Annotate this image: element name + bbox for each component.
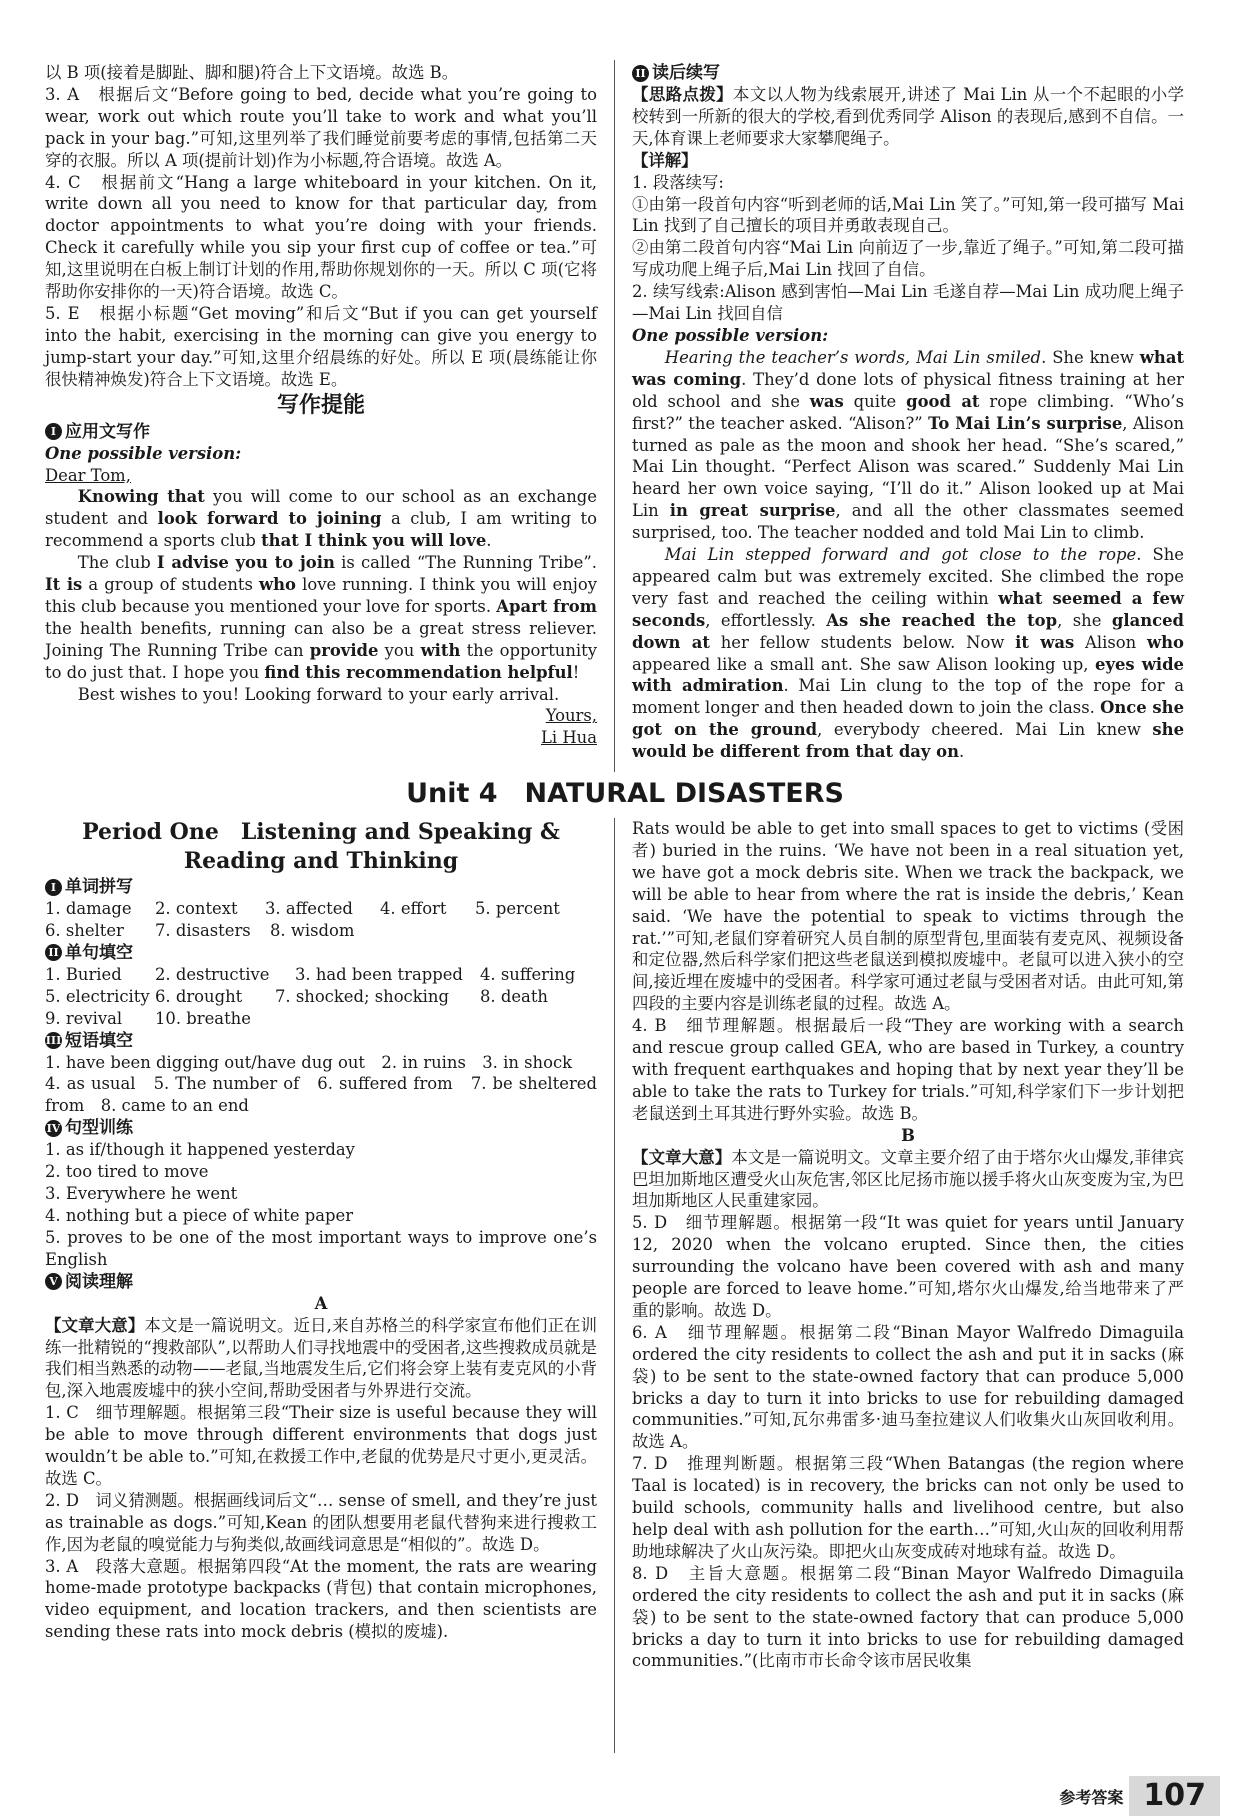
left-column-bottom (45, 818, 597, 1643)
text: . (959, 742, 965, 762)
answer-item: 4. effort (380, 899, 447, 918)
pattern-answer: 4. nothing but a piece of white paper (45, 1205, 354, 1225)
answer-continuation: 以 B 项(接着是脚趾、脚和腿)符合上下文语境。故选 B。 (45, 63, 459, 82)
section-header-continuation-writing (632, 62, 1184, 84)
phrase-answers-line-1: 1. have been digging out/have dug out 2. in ruins 3. in shock (45, 1052, 573, 1072)
text: is called “The Running Tribe”. (334, 553, 597, 573)
answer-item: 2. context (155, 899, 238, 918)
given-sentence: Hearing the teacher’s words, Mai Lin smiled (664, 347, 1042, 367)
section-label: 句型训练 (65, 1118, 133, 1139)
column-divider-bottom (614, 818, 615, 1753)
section-header-reading (45, 1271, 597, 1293)
letter-signature (45, 727, 597, 749)
phrase: what was coming (632, 347, 1185, 389)
answer-5: 5. E 根据小标题“Get moving”和后文“But if you can get yourself into the habit, exercising in the morning can give you energy to jump-start your day.”可知,这里介绍晨练的好处。所以 E 项(晨练能让你很快精神焕发)符合上下文语境。故选 E。 (45, 303, 597, 389)
text: The club (77, 553, 157, 573)
tag-label: 【文章大意】 (45, 1315, 145, 1335)
left-column-top (45, 62, 597, 749)
phrase: what seemed a few seconds (632, 588, 1184, 630)
letter-greeting (45, 465, 597, 487)
answer-item: 4. suffering (480, 964, 576, 984)
answer-item: 6. drought (155, 986, 243, 1006)
period-title-line-1: Period One Listening and Speaking & (82, 819, 560, 845)
unit-title: Unit 4 NATURAL DISASTERS (406, 778, 844, 809)
greeting-text: Dear Tom, (45, 465, 131, 485)
roman-one-icon: I (45, 879, 62, 896)
column-divider-top (614, 60, 615, 772)
phrase: Apart from (496, 596, 597, 616)
answer-3: 3. A 根据后文“Before going to bed, decide what you’re going to wear, work out which route you’ll take to work and what you’ll pack in your bag.”可知,这里列举了我们睡觉前要考虑的事情,包括第二天穿的衣服。所以 A 项(提前计划)作为小标题,符合语境。故选 A。 (45, 84, 597, 170)
section-label: 单词拼写 (65, 877, 133, 897)
part-b-label: B (901, 1125, 915, 1145)
text: , effortlessly. (705, 610, 827, 630)
text: Alison (1074, 632, 1148, 652)
reading-answer-4: 4. B 细节理解题。根据最后一段“They are working with a search and rescue group called GEA, who are based in Turkey, a country with frequent earthquakes and hoping that by next year they’ll be able to take the rats to Turkey for trials.”可知,科学家们下一步计划把老鼠送到土耳其进行野外实验。故选 B。 (632, 1016, 1184, 1123)
text: . Mai Lin clung to the top of the rope for a moment longer and then headed down to join the class. (632, 676, 1184, 718)
phrase: I advise you to join (156, 553, 335, 573)
answer-item: 1. Buried (45, 964, 122, 984)
pattern-answer: 1. as if/though it happened yesterday (45, 1140, 355, 1160)
text: 本文是一篇说明文。文章主要介绍了由于塔尔火山爆发,菲律宾巴坦加斯地区遭受火山灰危害,邻区比尼扬市施以援手将火山灰变废为宝,为巴坦加斯地区人民重建家园。 (632, 1147, 1184, 1211)
section-header-spelling (45, 876, 597, 898)
possible-version-label: One possible version: (45, 443, 242, 463)
writing-section-title: 写作提能 (276, 392, 365, 418)
answer-item: 6. shelter (45, 920, 124, 940)
page-footer (1059, 1776, 1220, 1816)
text: her fellow students below. Now (709, 632, 1016, 652)
phrase: look forward to joining (157, 509, 382, 529)
phrase: that I think you will love (261, 531, 487, 551)
story-paragraph-1 (632, 347, 1184, 544)
section-label: 阅读理解 (65, 1271, 133, 1292)
summary-a (45, 1315, 597, 1403)
text: a club, I am writing to recommend a sports club (45, 509, 597, 551)
answer-item: 2. destructive (155, 964, 270, 984)
answer-4: 4. C 根据前文“Hang a large whiteboard in your kitchen. On it, write down all you need to know for that particular day, from doctor appointments to what you’re doing with your friends. Check it carefully while you sip your first cup of coffee or tea.”可知,这里说明在白板上制订计划的作用,帮助你规划你的一天。所以 C 项(它将帮助你安排你的一天)符合语境。故选 C。 (45, 172, 597, 302)
section-header-sentence-pattern (45, 1117, 597, 1139)
text: . They’d done lots of physical fitness training at her old school and she (632, 369, 1184, 411)
phrase: she would be different from that day on (632, 720, 1184, 762)
roman-five-icon: V (45, 1273, 62, 1290)
roman-one-icon: I (45, 423, 62, 440)
text: , everybody cheered. Mai Lin knew (817, 720, 1153, 740)
footer-label: 参考答案 (1059, 1787, 1124, 1807)
reading-answer-8: 8. D 主旨大意题。根据第二段“Binan Mayor Walfredo Dimaguila ordered the city residents to collect the ash and put it in sacks (麻袋) to be sent to the state-owned factory that can produce 5,000 bricks a day to turn it into bricks to use for rebuilding damaged communities.”(比南市市长命令该市居民收集 (632, 1563, 1184, 1671)
text: quite (843, 391, 907, 411)
answer-item: 10. breathe (155, 1008, 251, 1028)
roman-two-icon: II (45, 944, 62, 961)
section-label: 单句填空 (65, 942, 133, 963)
answer-item: 5. electricity (45, 986, 150, 1006)
text: appeared like a small ant. She saw Alison looking up, (632, 654, 1096, 674)
reading-answer-3: 3. A 段落大意题。根据第四段“At the moment, the rats are wearing home-made prototype backpacks (背包) that contain microphones, video equipment, and location trackers, and then scientists are sending these rats into mock debris (模拟的废墟). (45, 1556, 597, 1642)
letter-paragraph-1 (45, 486, 597, 552)
phrase: Once she got on the ground (632, 698, 1184, 740)
phrase: who (1147, 632, 1184, 652)
section-header-phrase-fill (45, 1030, 597, 1052)
text: . She appeared calm but was extremely excited. She climbed the rope very fast and reached the ceiling within (632, 545, 1185, 608)
detail-2: ①由第一段首句内容“听到老师的话,Mai Lin 笑了。”可知,第一段可描写 Mai Lin 找到了自己擅长的项目并勇敢表现自己。 (632, 194, 1184, 236)
reading-answer-7: 7. D 推理判断题。根据第三段“When Batangas (the region where Taal is located) is in recovery, the bricks can not only be used to build schools, community halls and livelihood centre, but also help deal with ash pollution for the earth…”可知,火山灰的回收利用帮助地球解决了火山灰污染。即把火山灰变成砖对地球有益。故选 D。 (632, 1454, 1184, 1561)
letter-paragraph-2 (45, 552, 597, 683)
phrase: To Mai Lin’s surprise (928, 413, 1123, 433)
detail-1: 1. 段落续写: (632, 172, 724, 192)
roman-four-icon: IV (46, 1121, 61, 1135)
period-title-line-2: Reading and Thinking (183, 848, 459, 874)
roman-three-icon: III (45, 1034, 62, 1048)
text: ! (572, 662, 580, 682)
phrase: with (420, 640, 461, 660)
phrase: eyes wide with admiration (632, 654, 1184, 696)
letter-paragraph-3: Best wishes to you! Looking forward to your early arrival. (77, 684, 560, 704)
detail-3: ②由第二段首句内容“Mai Lin 向前迈了一步,靠近了绳子。”可知,第二段可描写成功爬上绳子后,Mai Lin 找回了自信。 (632, 238, 1184, 280)
tag-label: 【思路点拨】 (632, 85, 734, 104)
phrase: As she reached the top (826, 610, 1058, 630)
answer-item: 3. had been trapped (295, 964, 463, 984)
signature-text: Li Hua (541, 728, 597, 748)
phrase: good at (906, 391, 980, 411)
page-number: 107 (1129, 1776, 1220, 1816)
roman-two-icon: II (632, 65, 649, 82)
text: . She knew (1041, 347, 1140, 367)
text: 本文是一篇说明文。近日,来自苏格兰的科学家宣布他们正在训练一批精锐的“搜救部队”,以帮助人们寻找地震中的受困者,这些搜救成员就是我们相当熟悉的动物——老鼠,当地震发生后,它们将会穿上装有麦克风的小背包,深入地震废墟中的狭小空间,帮助受困者与外界进行交流。 (45, 1315, 597, 1401)
tag-label: 【文章大意】 (632, 1147, 732, 1167)
answer-item: 1. damage (45, 899, 132, 918)
part-a-label: A (314, 1293, 328, 1313)
phrase: Knowing that (77, 487, 205, 507)
text: , and all the other classmates seemed surprised, too. The teacher nodded and told Mai Lin to climb. (632, 501, 1184, 543)
detail-4: 2. 续写线索:Alison 感到害怕—Mai Lin 毛遂自荐—Mai Lin 成功爬上绳子—Mai Lin 找回自信 (632, 282, 1184, 324)
pattern-answer: 3. Everywhere he went (45, 1184, 238, 1204)
text: you (378, 640, 421, 660)
text: you will come to our school as an exchange student and (45, 487, 597, 529)
right-column-top (632, 62, 1184, 763)
text: the health benefits, running can also be a great stress reliever. Joining The Running Tribe can (45, 618, 597, 660)
phrase: find this recommendation helpful (264, 662, 573, 682)
reading-answer-1: 1. C 细节理解题。根据第三段“Their size is useful because they will be able to move through different environments that dogs just wouldn’t be able to.”可知,在救援工作中,老鼠的优势是尺寸更小,更灵活。故选 C。 (45, 1403, 597, 1488)
right-column-bottom (632, 818, 1184, 1672)
reading-answer-2: 2. D 词义猜测题。根据画线词后文“… sense of smell, and they’re just as trainable as dogs.”可知,Kean 的团队想要用老鼠代替狗来进行搜救工作,因为老鼠的嗅觉能力与狗类似,故画线词意思是“相似的”。故选 D。 (45, 1490, 597, 1554)
reading-answer-3-continued: Rats would be able to get into small spaces to get to victims (受困者) buried in the ruins. ‘We have not been in a real situation yet, we have got a mock debris site. When we track the backpack, we will be able to hear from where the rat is inside the debris,’ Kean said. ‘We have the potential to speak to victims through the rat.’”可知,老鼠们穿着研究人员自制的原型背包,里面装有麦克风、视频设备和定位器,然后科学家们把这些老鼠送到模拟废墟中。老鼠可以进入狭小的空间,接近埋在废墟中的受困者。科学家可通过老鼠与受困者对话。由此可知,第四段的主要内容是训练老鼠的过程。故选 A。 (632, 819, 1184, 1014)
answer-item: 9. revival (45, 1008, 123, 1028)
text: rope climbing. “Who’s first?” the teacher asked. “Alison?” (632, 391, 1185, 433)
section-label: 读后续写 (652, 63, 720, 83)
section-label: 应用文写作 (65, 421, 150, 442)
phrase: It is (45, 575, 83, 595)
answer-item: 7. shocked; shocking (275, 986, 449, 1006)
answer-item: 8. death (480, 986, 548, 1006)
section-header-practical-writing (45, 421, 597, 443)
closing-text: Yours, (545, 706, 597, 726)
answer-item: 3. affected (265, 899, 353, 918)
section-label: 短语填空 (65, 1030, 133, 1051)
phrase-answers-line-2: 4. as usual 5. The number of 6. suffered from 7. be sheltered from 8. came to an end (45, 1074, 597, 1116)
text: 本文以人物为线索展开,讲述了 Mai Lin 从一个不起眼的小学校转到一所新的很大的学校,看到优秀同学 Alison 的表现后,感到不自信。一天,体育课上老师要求大家攀爬绳子。 (632, 85, 1185, 148)
phrase: glanced down at (632, 610, 1184, 652)
pattern-answer: 2. too tired to move (45, 1162, 209, 1182)
section-header-sentence-fill (45, 942, 597, 964)
sentence-fill-answers (45, 964, 597, 1030)
pattern-answer: 5. proves to be one of the most important ways to improve one’s English (45, 1227, 597, 1269)
spelling-answers (45, 898, 597, 942)
phrase: who (259, 575, 296, 595)
text: . (486, 531, 492, 551)
letter-closing (45, 705, 597, 727)
story-paragraph-2 (632, 544, 1184, 763)
text: , Alison turned as pale as the moon and shook her head. “She’s scared,” Mai Lin thought. “Perfect Alison was scared.” Suddenly Mai Lin heard her own voice saying, “I’ll do it.” Alison looked up at Mai Lin (632, 413, 1185, 521)
text: love running. I think you will enjoy this club because you mentioned your love for sports. (45, 575, 597, 616)
phrase: it was (1015, 632, 1075, 652)
phrase: provide (309, 640, 379, 660)
text: a group of students (82, 575, 260, 595)
text: , she (1057, 610, 1112, 630)
summary-b (632, 1147, 1184, 1213)
answer-item: 8. wisdom (270, 920, 355, 940)
text: the opportunity to do just that. I hope you (45, 640, 597, 682)
phrase: in great surprise (669, 501, 836, 521)
answer-item: 5. percent (475, 899, 560, 918)
reading-answer-5: 5. D 细节理解题。根据第一段“It was quiet for years until January 12, 2020 when the volcano erupted. Since then, the cities surrounding the volcano have been covered with ash and many people are forced to leave home.”可知,塔尔火山爆发,给当地带来了严重的影响。故选 D。 (632, 1213, 1184, 1320)
detail-tag: 【详解】 (632, 150, 698, 170)
given-sentence: Mai Lin stepped forward and got close to the rope (664, 545, 1137, 565)
phrase: was (809, 391, 844, 411)
reading-answer-6: 6. A 细节理解题。根据第二段“Binan Mayor Walfredo Dimaguila ordered the city residents to collect the ash and put it in sacks (麻袋) to be sent to the state-owned factory that can produce 5,000 bricks a day to turn it into bricks to use for rebuilding damaged communities.”可知,瓦尔弗雷多·迪马奎拉建议人们收集火山灰回收利用。故选 A。 (632, 1322, 1184, 1452)
answer-item: 7. disasters (155, 920, 251, 940)
possible-version-label: One possible version: (632, 325, 829, 345)
idea-paragraph (632, 84, 1184, 150)
